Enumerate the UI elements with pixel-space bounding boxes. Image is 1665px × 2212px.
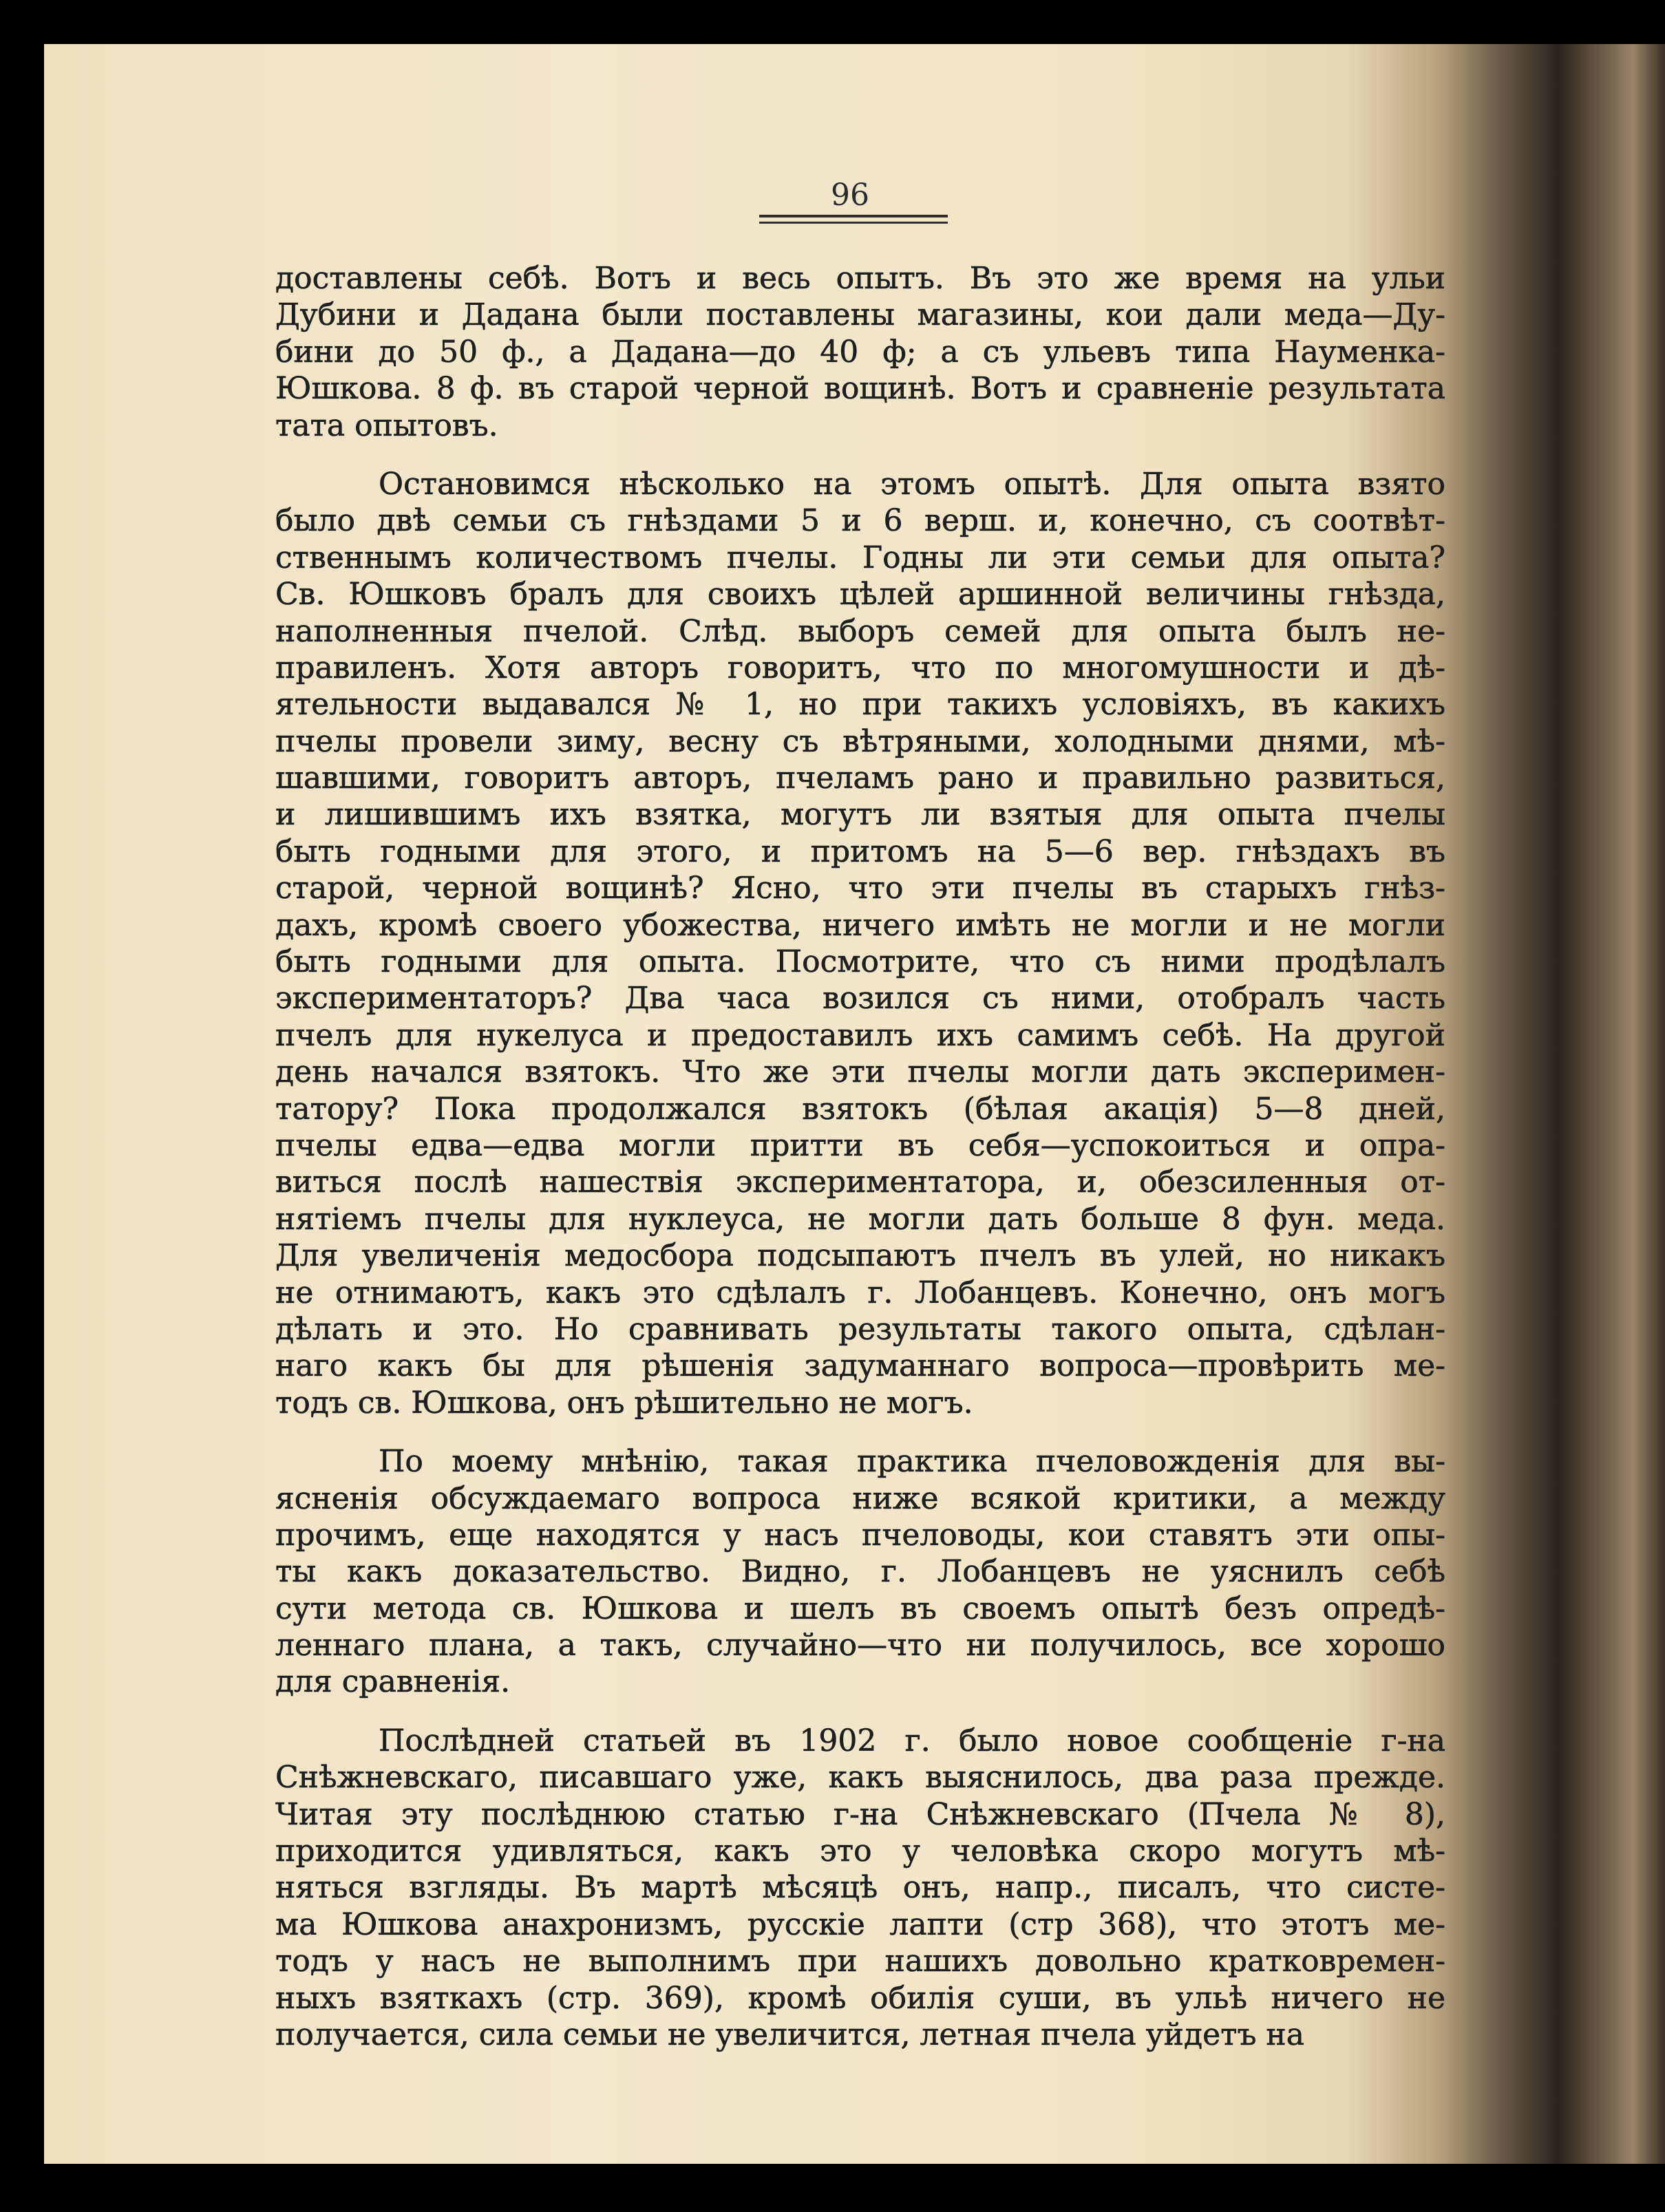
text-line: получается, сила семьи не увеличится, летная пчела уйдетъ на <box>275 2017 1304 2052</box>
text-line: нятіемъ пчелы для нуклеуса, не могли дать больше 8 фун. меда. <box>275 1201 1445 1237</box>
text-line: ты какъ доказательство. Видно, г. Лобанцевъ не уяснилъ себѣ <box>275 1554 1445 1590</box>
text-line: няться взгляды. Въ мартѣ мѣсяцѣ онъ, напр., писалъ, что систе- <box>275 1870 1445 1906</box>
text-line: и лишившимъ ихъ взятка, могутъ ли взятыя для опыта пчелы <box>275 797 1445 833</box>
text-line: приходится удивляться, какъ это у человѣка скоро могутъ мѣ- <box>275 1833 1445 1869</box>
text-line: ственнымъ количествомъ пчелы. Годны ли эти семьи для опыта? <box>275 540 1445 575</box>
text-line: для сравненія. <box>275 1664 511 1700</box>
text-line: По моему мнѣнію, такая практика пчеловожденія для вы- <box>379 1444 1445 1480</box>
text-line: старой, черной вощинѣ? Ясно, что эти пчелы въ старыхъ гнѣз- <box>275 871 1445 906</box>
text-line: бини до 50 ф., а Дадана—до 40 ф; а съ ульевъ типа Науменка- <box>275 334 1445 370</box>
text-line: Дубини и Дадана были поставлены магазины, кои дали меда—Ду- <box>275 297 1445 333</box>
text-line: Послѣдней статьей въ 1902 г. было новое сообщеніе г-на <box>379 1723 1445 1758</box>
text-line: Читая эту послѣднюю статью г-на Снѣжневскаго (Пчела № 8), <box>275 1796 1445 1832</box>
text-line: дахъ, кромѣ своего убожества, ничего имѣть не могли и не могли <box>275 907 1445 943</box>
paragraph-gap <box>275 1701 1445 1723</box>
text-line: Остановимся нѣсколько на этомъ опытѣ. Для опыта взято <box>379 466 1445 502</box>
text-line: ныхъ взяткахъ (стр. 369), кромѣ обилія суши, въ ульѣ ничего не <box>275 1980 1445 2016</box>
text-line: Св. Юшковъ бралъ для своихъ цѣлей аршинной величины гнѣзда, <box>275 577 1445 613</box>
text-line: экспериментаторъ? Два часа возился съ ними, отобралъ часть <box>275 981 1445 1017</box>
text-line: не отнимаютъ, какъ это сдѣлалъ г. Лобанцевъ. Конечно, онъ могъ <box>275 1275 1445 1310</box>
text-line: ятельности выдавался № 1, но при такихъ условіяхъ, въ какихъ <box>275 687 1445 723</box>
text-line: было двѣ семьи съ гнѣздами 5 и 6 верш. и, конечно, съ соотвѣт- <box>275 503 1445 539</box>
text-line: тодъ у насъ не выполнимъ при нашихъ довольно кратковремен- <box>275 1944 1445 1979</box>
text-line: дѣлать и это. Но сравнивать результаты такого опыта, сдѣлан- <box>275 1311 1445 1347</box>
paragraph <box>275 1443 1445 1701</box>
text-line: шавшими, говоритъ авторъ, пчеламъ рано и правильно развиться, <box>275 761 1445 796</box>
text-line: пчелы провели зиму, весну съ вѣтряными, холодными днями, мѣ- <box>275 723 1445 759</box>
text-line: сути метода св. Юшкова и шелъ въ своемъ опытѣ безъ опредѣ- <box>275 1591 1445 1626</box>
text-line: пчелъ для нукелуса и предоставилъ ихъ самимъ себѣ. На другой <box>275 1017 1445 1053</box>
text-line: ма Юшкова анахронизмъ, русскіе лапти (стр 368), что этотъ ме- <box>275 1906 1445 1942</box>
text-line: прочимъ, еще находятся у насъ пчеловоды, кои ставятъ эти опы- <box>275 1517 1445 1553</box>
text-line: тата опытовъ. <box>275 407 498 443</box>
text-line: тодъ св. Юшкова, онъ рѣшительно не могъ. <box>275 1385 973 1421</box>
header-rule <box>759 215 948 217</box>
paragraph <box>275 466 1445 1421</box>
paragraph-gap <box>275 444 1445 466</box>
text-line: Юшкова. 8 ф. въ старой черной вощинѣ. Вотъ и сравненіе результата <box>275 371 1445 407</box>
text-line: доставлены себѣ. Вотъ и весь опытъ. Въ это же время на ульи <box>275 261 1445 296</box>
text-line: пчелы едва—едва могли притти въ себя—успокоиться и опра- <box>275 1127 1445 1163</box>
page-text <box>275 260 1445 2053</box>
page-number: 96 <box>831 178 869 213</box>
text-line: правиленъ. Хотя авторъ говоритъ, что по многомушности и дѣ- <box>275 650 1445 685</box>
text-line: Для увеличенія медосбора подсыпаютъ пчелъ въ улей, но никакъ <box>275 1238 1445 1274</box>
text-line: татору? Пока продолжался взятокъ (бѣлая акація) 5—8 дней, <box>275 1091 1445 1127</box>
text-line: наполненныя пчелой. Слѣд. выборъ семей для опыта былъ не- <box>275 613 1445 649</box>
paragraph <box>275 1723 1445 2054</box>
text-line: день начался взятокъ. Что же эти пчелы могли дать эксперимен- <box>275 1054 1445 1090</box>
text-line: виться послѣ нашествія экспериментатора, и, обезсиленныя от- <box>275 1165 1445 1200</box>
text-line: Снѣжневскаго, писавшаго уже, какъ выяснилось, два раза прежде. <box>275 1760 1445 1796</box>
header-rule-second <box>759 222 948 224</box>
text-line: ясненія обсуждаемаго вопроса ниже всякой критики, а между <box>275 1480 1445 1516</box>
book-binding-edge <box>1558 44 1665 2164</box>
text-line: леннаго плана, а такъ, случайно—что ни получилось, все хорошо <box>275 1628 1445 1663</box>
paragraph-gap <box>275 1421 1445 1443</box>
text-line: быть годными для этого, и притомъ на 5—6 вер. гнѣздахъ въ <box>275 833 1445 869</box>
text-line: быть годными для опыта. Посмотрите, что съ ними продѣлалъ <box>275 944 1445 980</box>
paragraph <box>275 260 1445 444</box>
text-line: наго какъ бы для рѣшенія задуманнаго вопроса—провѣрить ме- <box>275 1348 1445 1384</box>
